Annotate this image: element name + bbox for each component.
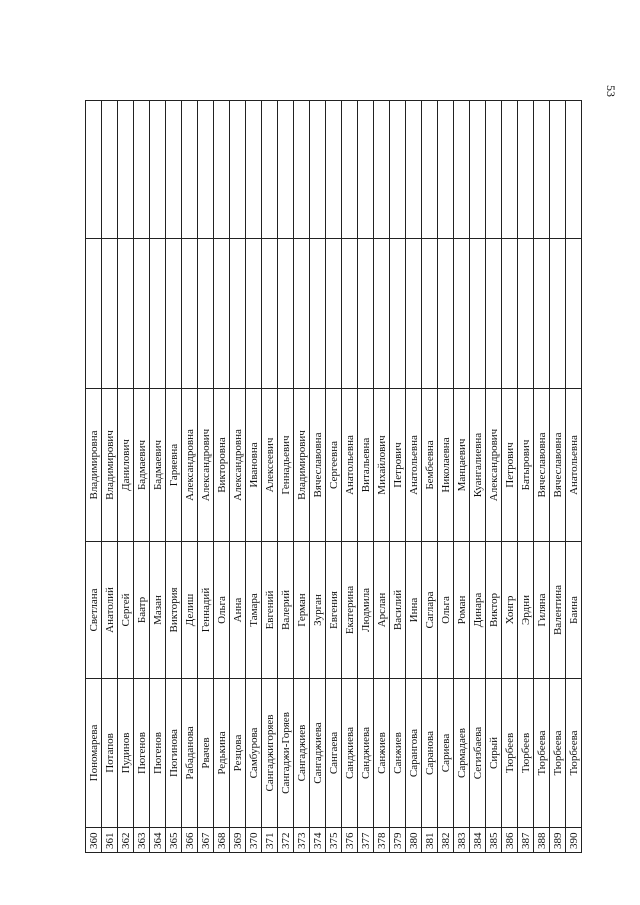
surname-cell: Пономарева bbox=[86, 679, 102, 828]
first-name-cell: Екатерина bbox=[342, 542, 358, 679]
table-row bbox=[422, 101, 438, 853]
table-row bbox=[86, 101, 102, 853]
surname-cell: Рабаданова bbox=[182, 679, 198, 828]
patronymic-cell: Гаряевна bbox=[166, 389, 182, 542]
patronymic-cell: Батырович bbox=[518, 389, 534, 542]
row-number-cell: 373 bbox=[294, 828, 310, 853]
table-row bbox=[486, 101, 502, 853]
row-number-cell: 381 bbox=[422, 828, 438, 853]
empty-cell bbox=[278, 239, 294, 389]
empty-cell bbox=[390, 101, 406, 239]
first-name-cell: Мазан bbox=[150, 542, 166, 679]
empty-cell bbox=[310, 239, 326, 389]
first-name-cell: Роман bbox=[454, 542, 470, 679]
surname-cell: Тюрбеев bbox=[518, 679, 534, 828]
first-name-cell: Евгений bbox=[262, 542, 278, 679]
row-number-cell: 377 bbox=[358, 828, 374, 853]
surname-cell: Сармадаев bbox=[454, 679, 470, 828]
surname-cell: Самбурова bbox=[246, 679, 262, 828]
empty-cell bbox=[310, 101, 326, 239]
empty-cell bbox=[358, 239, 374, 389]
first-name-cell: Василий bbox=[390, 542, 406, 679]
surname-cell: Тюрбеева bbox=[534, 679, 550, 828]
empty-cell bbox=[518, 239, 534, 389]
row-number-cell: 389 bbox=[550, 828, 566, 853]
empty-cell bbox=[502, 239, 518, 389]
patronymic-cell: Бембеевна bbox=[422, 389, 438, 542]
first-name-cell: Зурган bbox=[310, 542, 326, 679]
first-name-cell: Виктор bbox=[486, 542, 502, 679]
patronymic-cell: Куангалиевна bbox=[470, 389, 486, 542]
empty-cell bbox=[166, 101, 182, 239]
empty-cell bbox=[518, 101, 534, 239]
empty-cell bbox=[278, 101, 294, 239]
first-name-cell: Валентина bbox=[550, 542, 566, 679]
row-number-cell: 365 bbox=[166, 828, 182, 853]
empty-cell bbox=[326, 101, 342, 239]
row-number-cell: 383 bbox=[454, 828, 470, 853]
first-name-cell: Хонгр bbox=[502, 542, 518, 679]
empty-cell bbox=[390, 239, 406, 389]
table-row bbox=[454, 101, 470, 853]
row-number-cell: 368 bbox=[214, 828, 230, 853]
first-name-cell: Делиш bbox=[182, 542, 198, 679]
table-row bbox=[390, 101, 406, 853]
surname-cell: Тюрбеева bbox=[566, 679, 582, 828]
patronymic-cell: Витальевна bbox=[358, 389, 374, 542]
patronymic-cell: Манцаевич bbox=[454, 389, 470, 542]
row-number-cell: 371 bbox=[262, 828, 278, 853]
empty-cell bbox=[150, 239, 166, 389]
patronymic-cell: Владимирович bbox=[102, 389, 118, 542]
table-row bbox=[470, 101, 486, 853]
empty-cell bbox=[566, 239, 582, 389]
row-number-cell: 375 bbox=[326, 828, 342, 853]
surname-cell: Саранова bbox=[422, 679, 438, 828]
empty-cell bbox=[118, 239, 134, 389]
empty-cell bbox=[118, 101, 134, 239]
empty-cell bbox=[214, 239, 230, 389]
table-row bbox=[294, 101, 310, 853]
empty-cell bbox=[262, 101, 278, 239]
surname-cell: Потапов bbox=[102, 679, 118, 828]
empty-cell bbox=[534, 101, 550, 239]
empty-cell bbox=[182, 101, 198, 239]
row-number-cell: 360 bbox=[86, 828, 102, 853]
empty-cell bbox=[86, 239, 102, 389]
empty-cell bbox=[486, 101, 502, 239]
table-row bbox=[118, 101, 134, 853]
first-name-cell: Динара bbox=[470, 542, 486, 679]
patronymic-cell: Геннадьевич bbox=[278, 389, 294, 542]
table-row bbox=[358, 101, 374, 853]
first-name-cell: Баатр bbox=[134, 542, 150, 679]
row-number-cell: 380 bbox=[406, 828, 422, 853]
row-number-cell: 385 bbox=[486, 828, 502, 853]
table-row bbox=[502, 101, 518, 853]
first-name-cell: Анатолий bbox=[102, 542, 118, 679]
row-number-cell: 370 bbox=[246, 828, 262, 853]
first-name-cell: Инна bbox=[406, 542, 422, 679]
table-row bbox=[326, 101, 342, 853]
table-row bbox=[214, 101, 230, 853]
table-row bbox=[278, 101, 294, 853]
table-row bbox=[438, 101, 454, 853]
patronymic-cell: Николаевна bbox=[438, 389, 454, 542]
row-number-cell: 364 bbox=[150, 828, 166, 853]
surname-cell: Санжиев bbox=[390, 679, 406, 828]
table-row bbox=[406, 101, 422, 853]
patronymic-cell: Анатольевна bbox=[342, 389, 358, 542]
patronymic-cell: Вячеславовна bbox=[534, 389, 550, 542]
empty-cell bbox=[326, 239, 342, 389]
table-row bbox=[230, 101, 246, 853]
patronymic-cell: Ивановна bbox=[246, 389, 262, 542]
patronymic-cell: Владимировна bbox=[86, 389, 102, 542]
first-name-cell: Геннадий bbox=[198, 542, 214, 679]
empty-cell bbox=[342, 101, 358, 239]
surname-cell: Сарангова bbox=[406, 679, 422, 828]
table-row bbox=[134, 101, 150, 853]
empty-cell bbox=[294, 239, 310, 389]
empty-cell bbox=[198, 239, 214, 389]
row-number-cell: 362 bbox=[118, 828, 134, 853]
surname-cell: Сангаджиев bbox=[294, 679, 310, 828]
row-number-cell: 387 bbox=[518, 828, 534, 853]
empty-cell bbox=[86, 101, 102, 239]
patronymic-cell: Петрович bbox=[502, 389, 518, 542]
empty-cell bbox=[230, 101, 246, 239]
surname-cell: Пудинов bbox=[118, 679, 134, 828]
table-row bbox=[246, 101, 262, 853]
table-row bbox=[550, 101, 566, 853]
first-name-cell: Герман bbox=[294, 542, 310, 679]
patronymic-cell: Александровна bbox=[182, 389, 198, 542]
row-number-cell: 366 bbox=[182, 828, 198, 853]
row-number-cell: 390 bbox=[566, 828, 582, 853]
surname-cell: Тюрбеев bbox=[502, 679, 518, 828]
first-name-cell: Евгения bbox=[326, 542, 342, 679]
first-name-cell: Ольга bbox=[214, 542, 230, 679]
empty-cell bbox=[486, 239, 502, 389]
surname-cell: Сегизбаева bbox=[470, 679, 486, 828]
first-name-cell: Светлана bbox=[86, 542, 102, 679]
empty-cell bbox=[534, 239, 550, 389]
surname-cell: Сангаджигоряев bbox=[262, 679, 278, 828]
table-row bbox=[534, 101, 550, 853]
surname-cell: Санджиева bbox=[358, 679, 374, 828]
row-number-cell: 378 bbox=[374, 828, 390, 853]
row-number-cell: 388 bbox=[534, 828, 550, 853]
rotated-table-page bbox=[85, 101, 580, 853]
table-row bbox=[102, 101, 118, 853]
row-number-cell: 374 bbox=[310, 828, 326, 853]
table-row bbox=[182, 101, 198, 853]
empty-cell bbox=[422, 239, 438, 389]
patronymic-cell: Викторовна bbox=[214, 389, 230, 542]
empty-cell bbox=[214, 101, 230, 239]
empty-cell bbox=[470, 239, 486, 389]
empty-cell bbox=[294, 101, 310, 239]
surname-cell: Сангаджи-Горяев bbox=[278, 679, 294, 828]
people-table-body bbox=[86, 101, 582, 853]
empty-cell bbox=[246, 101, 262, 239]
row-number-cell: 384 bbox=[470, 828, 486, 853]
first-name-cell: Арслан bbox=[374, 542, 390, 679]
patronymic-cell: Владимирович bbox=[294, 389, 310, 542]
table-row bbox=[198, 101, 214, 853]
surname-cell: Пюгинова bbox=[166, 679, 182, 828]
first-name-cell: Ольга bbox=[438, 542, 454, 679]
patronymic-cell: Александрович bbox=[486, 389, 502, 542]
page-number: 53 bbox=[604, 85, 618, 97]
empty-cell bbox=[102, 101, 118, 239]
empty-cell bbox=[438, 239, 454, 389]
row-number-cell: 361 bbox=[102, 828, 118, 853]
table-row bbox=[566, 101, 582, 853]
table-row bbox=[342, 101, 358, 853]
patronymic-cell: Бадмаевич bbox=[134, 389, 150, 542]
surname-cell: Сангаева bbox=[326, 679, 342, 828]
patronymic-cell: Александрович bbox=[198, 389, 214, 542]
surname-cell: Редькина bbox=[214, 679, 230, 828]
table-row bbox=[374, 101, 390, 853]
empty-cell bbox=[502, 101, 518, 239]
empty-cell bbox=[134, 239, 150, 389]
surname-cell: Рвачев bbox=[198, 679, 214, 828]
people-table bbox=[85, 100, 582, 853]
empty-cell bbox=[102, 239, 118, 389]
row-number-cell: 376 bbox=[342, 828, 358, 853]
surname-cell: Пюгенов bbox=[150, 679, 166, 828]
empty-cell bbox=[422, 101, 438, 239]
empty-cell bbox=[230, 239, 246, 389]
row-number-cell: 367 bbox=[198, 828, 214, 853]
empty-cell bbox=[438, 101, 454, 239]
empty-cell bbox=[150, 101, 166, 239]
row-number-cell: 386 bbox=[502, 828, 518, 853]
first-name-cell: Гиляна bbox=[534, 542, 550, 679]
first-name-cell: Сергей bbox=[118, 542, 134, 679]
surname-cell: Сариева bbox=[438, 679, 454, 828]
row-number-cell: 372 bbox=[278, 828, 294, 853]
surname-cell: Резцова bbox=[230, 679, 246, 828]
table-row bbox=[518, 101, 534, 853]
table-row bbox=[310, 101, 326, 853]
table-row bbox=[262, 101, 278, 853]
patronymic-cell: Данилович bbox=[118, 389, 134, 542]
patronymic-cell: Алексеевич bbox=[262, 389, 278, 542]
empty-cell bbox=[374, 101, 390, 239]
first-name-cell: Тамара bbox=[246, 542, 262, 679]
first-name-cell: Валерий bbox=[278, 542, 294, 679]
empty-cell bbox=[406, 101, 422, 239]
patronymic-cell: Бадмаевич bbox=[150, 389, 166, 542]
empty-cell bbox=[454, 239, 470, 389]
empty-cell bbox=[246, 239, 262, 389]
patronymic-cell: Анатольевна bbox=[566, 389, 582, 542]
surname-cell: Сирый bbox=[486, 679, 502, 828]
first-name-cell: Саглара bbox=[422, 542, 438, 679]
empty-cell bbox=[198, 101, 214, 239]
empty-cell bbox=[374, 239, 390, 389]
patronymic-cell: Анатольевна bbox=[406, 389, 422, 542]
patronymic-cell: Петрович bbox=[390, 389, 406, 542]
empty-cell bbox=[262, 239, 278, 389]
empty-cell bbox=[550, 239, 566, 389]
table-row bbox=[150, 101, 166, 853]
surname-cell: Сангаджиева bbox=[310, 679, 326, 828]
empty-cell bbox=[406, 239, 422, 389]
row-number-cell: 369 bbox=[230, 828, 246, 853]
empty-cell bbox=[342, 239, 358, 389]
patronymic-cell: Вячеславовна bbox=[550, 389, 566, 542]
first-name-cell: Анна bbox=[230, 542, 246, 679]
empty-cell bbox=[134, 101, 150, 239]
patronymic-cell: Сергеевна bbox=[326, 389, 342, 542]
empty-cell bbox=[182, 239, 198, 389]
table-row bbox=[166, 101, 182, 853]
empty-cell bbox=[566, 101, 582, 239]
row-number-cell: 363 bbox=[134, 828, 150, 853]
surname-cell: Пюгенов bbox=[134, 679, 150, 828]
row-number-cell: 379 bbox=[390, 828, 406, 853]
surname-cell: Санджиева bbox=[342, 679, 358, 828]
patronymic-cell: Александровна bbox=[230, 389, 246, 542]
surname-cell: Санжиев bbox=[374, 679, 390, 828]
first-name-cell: Баина bbox=[566, 542, 582, 679]
patronymic-cell: Вячеславовна bbox=[310, 389, 326, 542]
empty-cell bbox=[358, 101, 374, 239]
empty-cell bbox=[470, 101, 486, 239]
first-name-cell: Виктория bbox=[166, 542, 182, 679]
row-number-cell: 382 bbox=[438, 828, 454, 853]
first-name-cell: Людмила bbox=[358, 542, 374, 679]
surname-cell: Тюрбеева bbox=[550, 679, 566, 828]
first-name-cell: Эрдни bbox=[518, 542, 534, 679]
empty-cell bbox=[166, 239, 182, 389]
empty-cell bbox=[454, 101, 470, 239]
patronymic-cell: Михайлович bbox=[374, 389, 390, 542]
empty-cell bbox=[550, 101, 566, 239]
